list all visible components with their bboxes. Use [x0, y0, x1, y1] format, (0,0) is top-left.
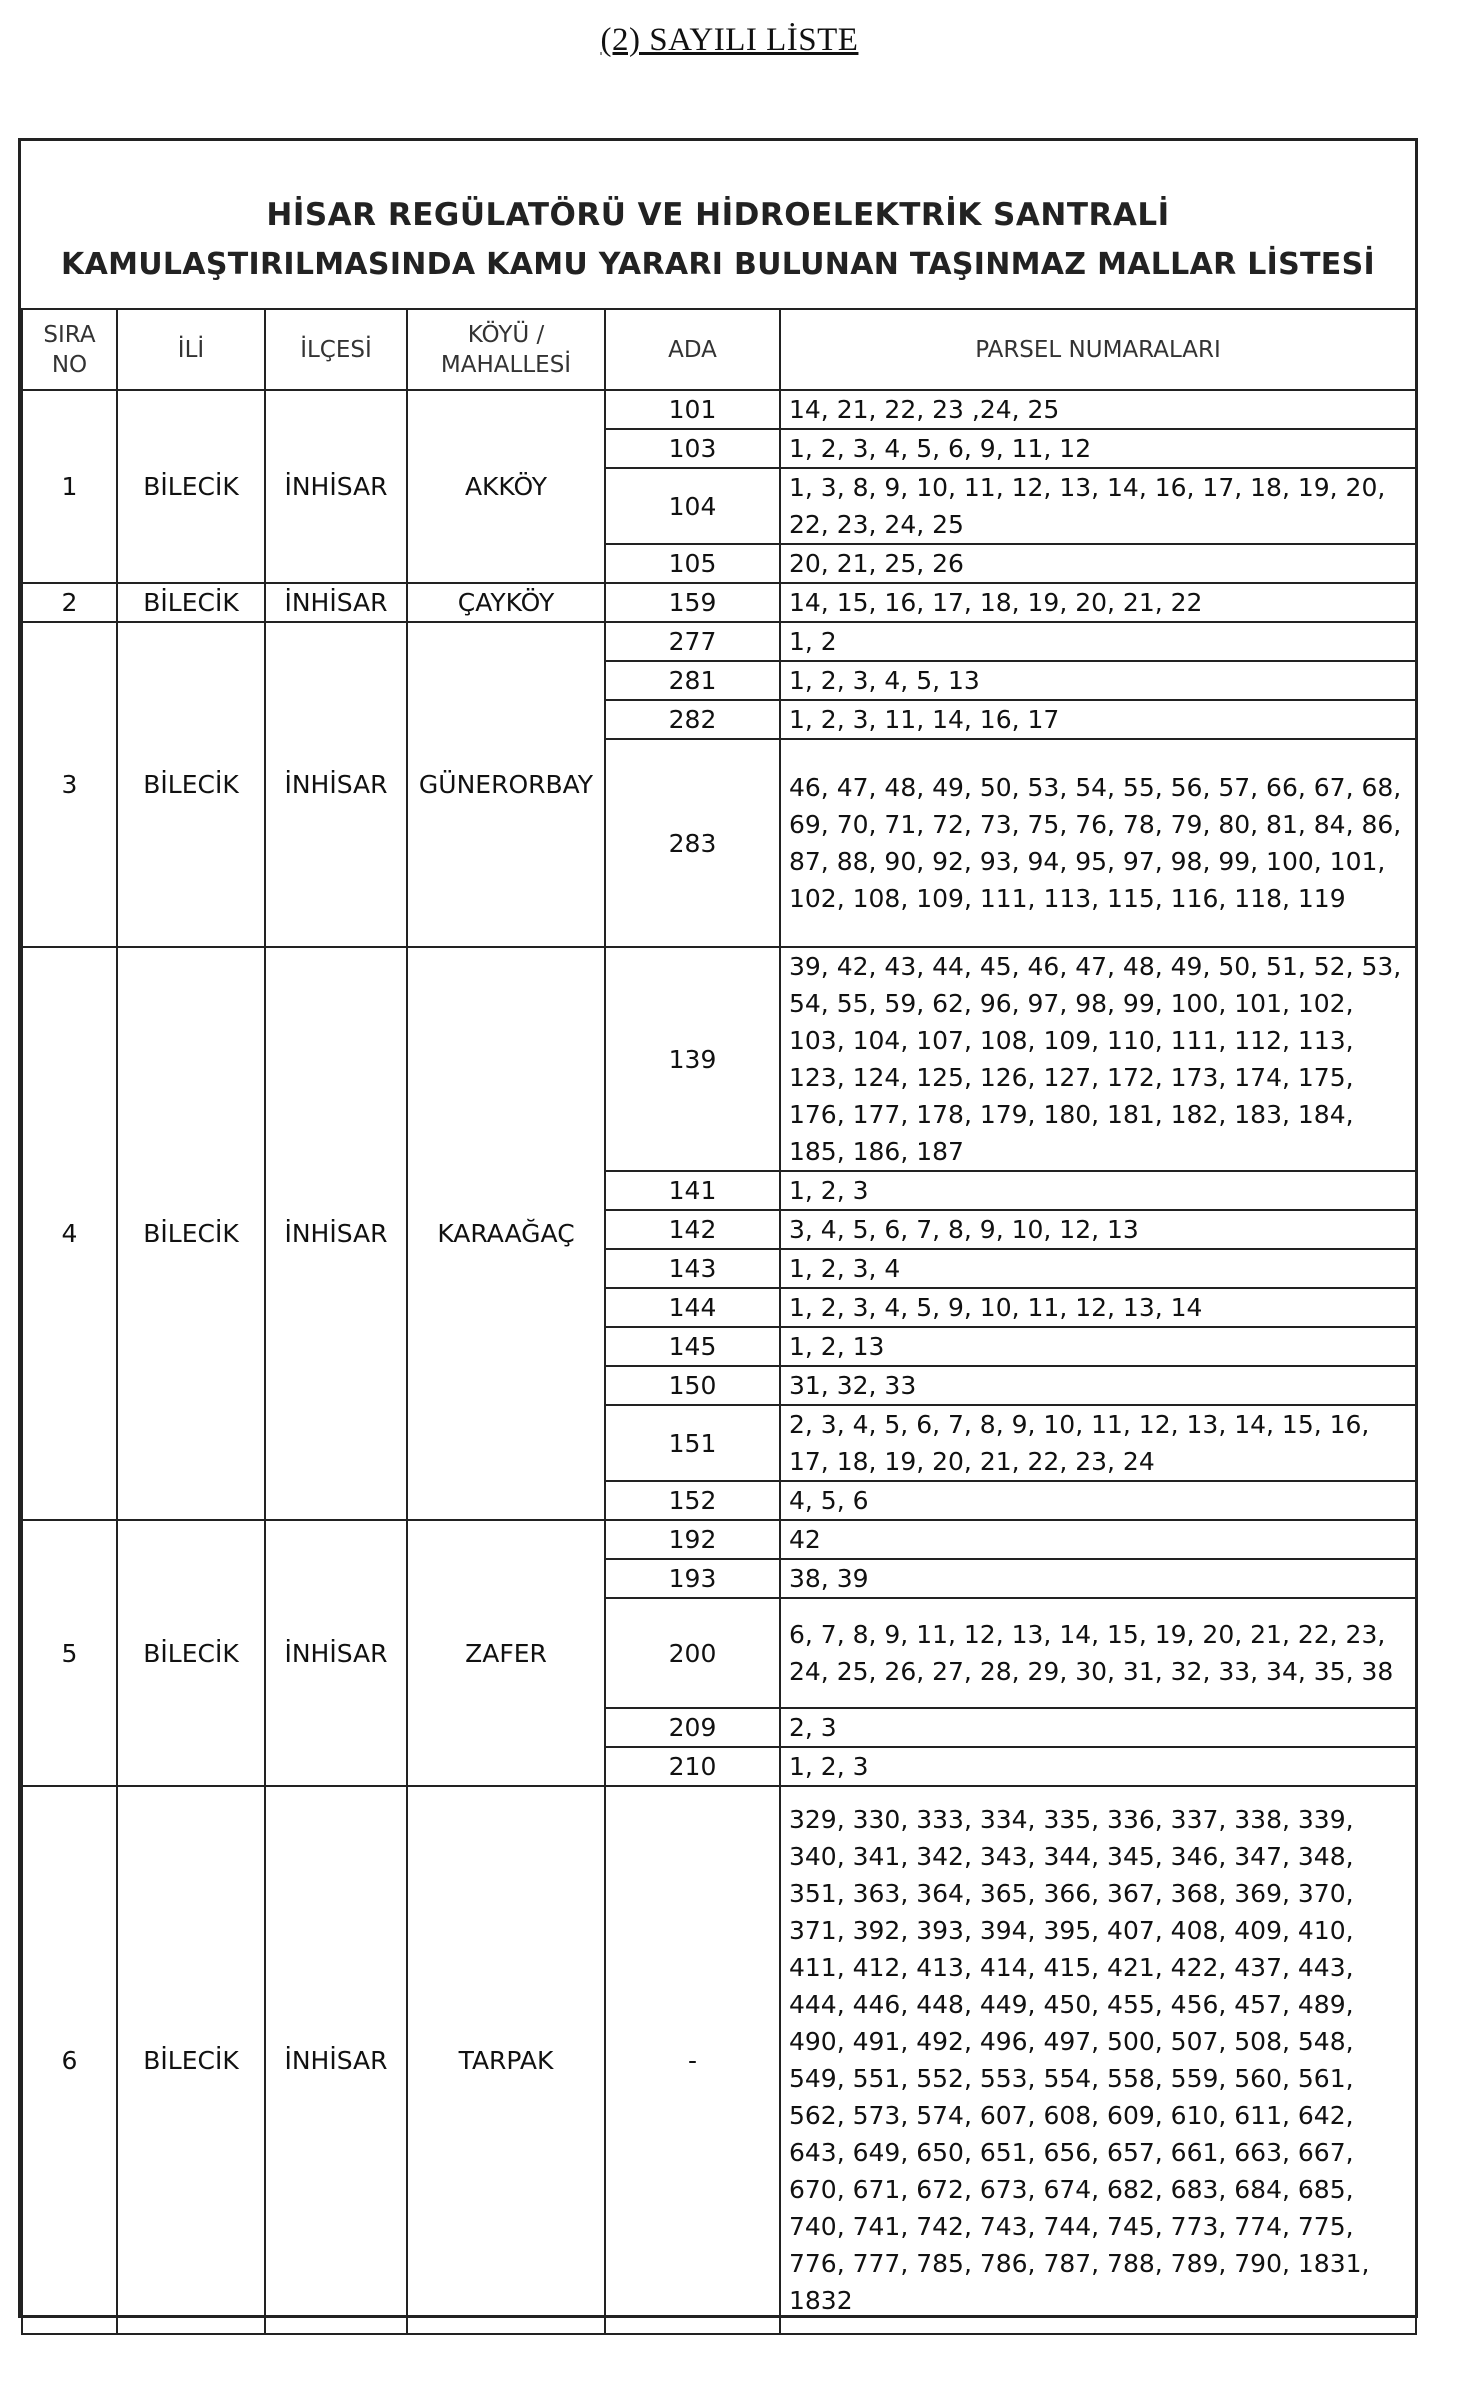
ada-cell: 159 — [605, 583, 780, 622]
koy-cell: GÜNERORBAY — [407, 622, 605, 947]
parsel-cell: 2, 3 — [780, 1708, 1416, 1747]
koy-cell: KARAAĞAÇ — [407, 947, 605, 1520]
table-body — [22, 390, 1416, 2334]
parsel-cell: 20, 21, 25, 26 — [780, 544, 1416, 583]
sira-no-cell: 6 — [22, 1786, 117, 2334]
ada-cell: 281 — [605, 661, 780, 700]
ilce-cell: İNHİSAR — [265, 390, 407, 583]
ada-cell: 192 — [605, 1520, 780, 1559]
col-header-sira-no — [22, 309, 117, 390]
il-cell: BİLECİK — [117, 1786, 265, 2334]
ada-cell: 141 — [605, 1171, 780, 1210]
parsel-cell: 1, 2, 3, 4, 5, 9, 10, 11, 12, 13, 14 — [780, 1288, 1416, 1327]
col-header-koy — [407, 309, 605, 390]
col-header-ada: ADA — [605, 309, 780, 390]
sira-no-cell: 2 — [22, 583, 117, 622]
ada-cell: 143 — [605, 1249, 780, 1288]
ada-cell: 277 — [605, 622, 780, 661]
ada-cell: 145 — [605, 1327, 780, 1366]
table-row — [22, 1520, 1416, 1559]
parsel-cell: 39, 42, 43, 44, 45, 46, 47, 48, 49, 50, 51, 52, 53, 54, 55, 59, 62, 96, 97, 98, 99, 100, 101, 102, 103, 104, 107, 108, 109, 110, 111, 112, 113, 123, 124, 125, 126, 127, 172, 173, 174, 175, 176, 177, 178, 179, 180, 181, 182, 183, 184, 185, 186, 187 — [780, 947, 1416, 1171]
parsel-cell: 46, 47, 48, 49, 50, 53, 54, 55, 56, 57, 66, 67, 68, 69, 70, 71, 72, 73, 75, 76, 78, 79, 80, 81, 84, 86, 87, 88, 90, 92, 93, 94, 95, 97, 98, 99, 100, 101, 102, 108, 109, 111, 113, 115, 116, 118, 119 — [780, 739, 1416, 947]
parsel-cell: 42 — [780, 1520, 1416, 1559]
ada-cell: 283 — [605, 739, 780, 947]
parsel-cell: 1, 2, 3 — [780, 1171, 1416, 1210]
koy-cell: ZAFER — [407, 1520, 605, 1786]
parsel-cell: 1, 2, 3, 11, 14, 16, 17 — [780, 700, 1416, 739]
parsel-cell: 329, 330, 333, 334, 335, 336, 337, 338, 339, 340, 341, 342, 343, 344, 345, 346, 347, 348, 351, 363, 364, 365, 366, 367, 368, 369, 370, 371, 392, 393, 394, 395, 407, 408, 409, 410, 411, 412, 413, 414, 415, 421, 422, 437, 443, 444, 446, 448, 449, 450, 455, 456, 457, 489, 490, 491, 492, 496, 497, 500, 507, 508, 548, 549, 551, 552, 553, 554, 558, 559, 560, 561, 562, 573, 574, 607, 608, 609, 610, 611, 642, 643, 649, 650, 651, 656, 657, 661, 663, 667, 670, 671, 672, 673, 674, 682, 683, 684, 685, 740, 741, 742, 743, 744, 745, 773, 774, 775, 776, 777, 785, 786, 787, 788, 789, 790, 1831, 1832 — [780, 1786, 1416, 2334]
ada-cell: 152 — [605, 1481, 780, 1520]
ilce-cell: İNHİSAR — [265, 583, 407, 622]
ada-cell: 210 — [605, 1747, 780, 1786]
ilce-cell: İNHİSAR — [265, 1786, 407, 2334]
ada-cell: 151 — [605, 1405, 780, 1481]
col-header-ilce: İLÇESİ — [265, 309, 407, 390]
ada-cell: 105 — [605, 544, 780, 583]
ada-cell: 193 — [605, 1559, 780, 1598]
il-cell: BİLECİK — [117, 1520, 265, 1786]
ada-cell: 282 — [605, 700, 780, 739]
ada-cell: 103 — [605, 429, 780, 468]
ada-cell: 150 — [605, 1366, 780, 1405]
table-header-row — [22, 309, 1416, 390]
parsel-cell: 1, 2, 3 — [780, 1747, 1416, 1786]
table-row — [22, 947, 1416, 1171]
ada-cell: 144 — [605, 1288, 780, 1327]
parsel-cell: 3, 4, 5, 6, 7, 8, 9, 10, 12, 13 — [780, 1210, 1416, 1249]
title-line-1: HİSAR REGÜLATÖRÜ VE HİDROELEKTRİK SANTRALİ — [266, 197, 1170, 233]
ada-cell: 209 — [605, 1708, 780, 1747]
parsel-cell: 1, 2, 3, 4 — [780, 1249, 1416, 1288]
parsel-cell: 31, 32, 33 — [780, 1366, 1416, 1405]
ilce-cell: İNHİSAR — [265, 1520, 407, 1786]
parsel-cell: 1, 3, 8, 9, 10, 11, 12, 13, 14, 16, 17, 18, 19, 20, 22, 23, 24, 25 — [780, 468, 1416, 544]
ada-cell: 200 — [605, 1598, 780, 1708]
parsel-cell: 4, 5, 6 — [780, 1481, 1416, 1520]
parsel-cell: 1, 2, 13 — [780, 1327, 1416, 1366]
parsel-cell: 38, 39 — [780, 1559, 1416, 1598]
parsel-cell: 1, 2, 3, 4, 5, 6, 9, 11, 12 — [780, 429, 1416, 468]
parsel-cell: 1, 2 — [780, 622, 1416, 661]
sira-no-cell: 1 — [22, 390, 117, 583]
col-header-il: İLİ — [117, 309, 265, 390]
table-row — [22, 622, 1416, 661]
sira-no-cell: 3 — [22, 622, 117, 947]
ada-cell: 142 — [605, 1210, 780, 1249]
il-cell: BİLECİK — [117, 583, 265, 622]
parsel-cell: 6, 7, 8, 9, 11, 12, 13, 14, 15, 19, 20, 21, 22, 23, 24, 25, 26, 27, 28, 29, 30, 31, 32, 33, 34, 35, 38 — [780, 1598, 1416, 1708]
ilce-cell: İNHİSAR — [265, 947, 407, 1520]
parsel-cell: 14, 21, 22, 23 ,24, 25 — [780, 390, 1416, 429]
il-cell: BİLECİK — [117, 390, 265, 583]
parsel-cell: 14, 15, 16, 17, 18, 19, 20, 21, 22 — [780, 583, 1416, 622]
sira-no-cell: 5 — [22, 1520, 117, 1786]
table-title — [21, 190, 1415, 290]
document-heading: (2) SAYILI LİSTE — [600, 22, 859, 58]
col-header-parsel: PARSEL NUMARALARI — [780, 309, 1416, 390]
ilce-cell: İNHİSAR — [265, 622, 407, 947]
table-row — [22, 583, 1416, 622]
parsel-cell: 1, 2, 3, 4, 5, 13 — [780, 661, 1416, 700]
sira-no-cell: 4 — [22, 947, 117, 1520]
ada-cell: - — [605, 1786, 780, 2334]
ada-cell: 104 — [605, 468, 780, 544]
koy-cell: ÇAYKÖY — [407, 583, 605, 622]
table-row — [22, 1786, 1416, 2334]
title-line-2: KAMULAŞTIRILMASINDA KAMU YARARI BULUNAN TAŞINMAZ MALLAR LİSTESİ — [61, 247, 1375, 282]
ada-cell: 101 — [605, 390, 780, 429]
col-header-koy-label: KÖYÜ / MAHALLESİ — [440, 321, 572, 378]
il-cell: BİLECİK — [117, 622, 265, 947]
ada-cell: 139 — [605, 947, 780, 1171]
koy-cell: AKKÖY — [407, 390, 605, 583]
table-row — [22, 390, 1416, 429]
col-header-sira-no-label: SIRA NO — [43, 321, 96, 378]
il-cell: BİLECİK — [117, 947, 265, 1520]
parsel-cell: 2, 3, 4, 5, 6, 7, 8, 9, 10, 11, 12, 13, 14, 15, 16, 17, 18, 19, 20, 21, 22, 23, 24 — [780, 1405, 1416, 1481]
koy-cell: TARPAK — [407, 1786, 605, 2334]
parcel-table — [21, 308, 1417, 2335]
